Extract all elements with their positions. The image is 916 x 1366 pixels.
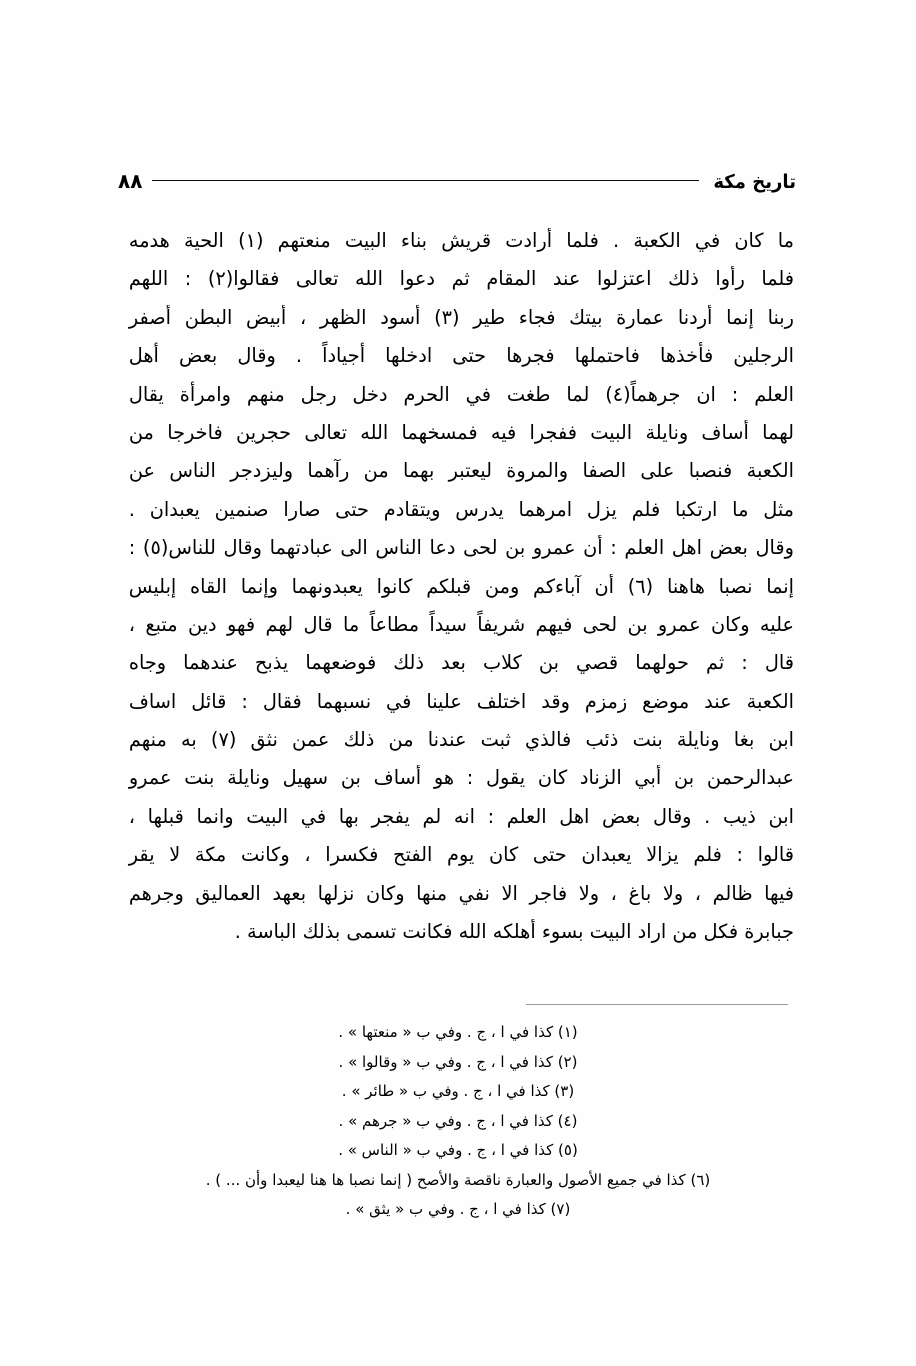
body-line: جبابرة فكل من اراد البيت بسوء أهلكه الله فكانت تسمى بذلك الباسة .	[234, 920, 795, 944]
body-line: ابن ذيب . وقال بعض اهل العلم : انه لم يفجر بها في البيت وانما قبلها ،	[128, 804, 794, 828]
body-line: ربنا إنما أردنا عمارة بيتك فجاء طير (٣) أسود الظهر ، أبيض البطن أصفر	[128, 305, 794, 329]
body-line: ما كان في الكعبة . فلما أرادت قريش بناء البيت منعتهم (١) الحية هدمه	[128, 229, 794, 252]
book-title: تاريخ مكة	[713, 171, 796, 193]
body-line: مثل ما ارتكبا فلم يزل امرهما يدرس ويتقادم حتى صارا صنمين يعبدان .	[128, 497, 794, 521]
footnote-item: (٣) كذا في ا ، ج . وفي ب « طائر » .	[341, 1082, 575, 1100]
footnote-item: (٤) كذا في ا ، ج . وفي ب « جرهم » .	[338, 1111, 578, 1130]
body-text	[122, 222, 794, 951]
page-number: ٨٨	[118, 169, 143, 193]
footnote-item: (٦) كذا في جميع الأصول والعبارة ناقصة والأصح ( إنما نصبا ها هنا ليعبدا وأن ... ) .	[205, 1170, 711, 1189]
body-line: قالوا : فلم يزالا يعبدان حتى كان يوم الفتح فكسرا ، وكانت مكة لا يقر	[128, 843, 794, 867]
footnote-item: (١) كذا في ا ، ج . وفي ب « منعتها » .	[338, 1023, 578, 1041]
footnote-list	[122, 1018, 794, 1225]
body-line: الرجلين فأخذها فاحتملها فجرها حتى ادخلها أجياداً . وقال بعض أهل	[128, 344, 794, 368]
body-line: لهما أساف ونايلة البيت ففجرا فيه فمسخهما الله تعالى حجرين فاخرجا من	[128, 420, 794, 444]
page-header	[118, 162, 796, 202]
body-line: الكعبة عند موضع زمزم وقد اختلف علينا في نسبهما فقال : قائل اساف	[128, 689, 794, 713]
body-line: ابن بغا ونايلة بنت ذئب فالذي ثبت عندنا من ذلك عمن نثق (٧) به منهم	[128, 728, 794, 752]
footnote-item: (٢) كذا في ا ، ج . وفي ب « وقالوا » .	[338, 1052, 578, 1071]
body-line: عليه وكان عمرو بن لحى فيهم شريفاً سيداً مطاعاً ما قال لهم فهو دين متبع ،	[128, 612, 794, 636]
footnote-item: (٧) كذا في ا ، ج . وفي ب « يثق » .	[345, 1200, 571, 1218]
body-line: فيها ظالم ، ولا باغ ، ولا فاجر الا نفي منها وكان نزلها بعهد العماليق وجرهم	[128, 881, 794, 905]
footnote-item: (٥) كذا في ا ، ج . وفي ب « الناس » .	[338, 1141, 578, 1159]
body-line: فلما رأوا ذلك اعتزلوا عند المقام ثم دعوا الله تعالى فقالوا(٢) : اللهم	[128, 267, 794, 291]
body-line: العلم : ان جرهماً(٤) لما طغت في الحرم دخل رجل منهم وامرأة يقال	[128, 382, 794, 406]
body-line: قال : ثم حولهما قصي بن كلاب بعد ذلك فوضعهما يذبح عندهما وجاه	[128, 651, 794, 675]
header-divider	[152, 180, 699, 181]
body-line: الكعبة فنصبا على الصفا والمروة ليعتبر بهما من رآهما وليزدجر الناس عن	[128, 459, 794, 483]
body-line: إنما نصبا هاهنا (٦) أن آباءكم ومن قبلكم كانوا يعبدونهما وإنما القاه إبليس	[128, 574, 794, 598]
body-line: وقال بعض اهل العلم : أن عمرو بن لحى دعا الناس الى عبادتهما وقال للناس(٥) :	[128, 536, 794, 560]
body-line: عبدالرحمن بن أبي الزناد كان يقول : هو أساف بن سهيل ونايلة بنت عمرو	[128, 766, 794, 790]
footnote-divider	[526, 1004, 788, 1005]
